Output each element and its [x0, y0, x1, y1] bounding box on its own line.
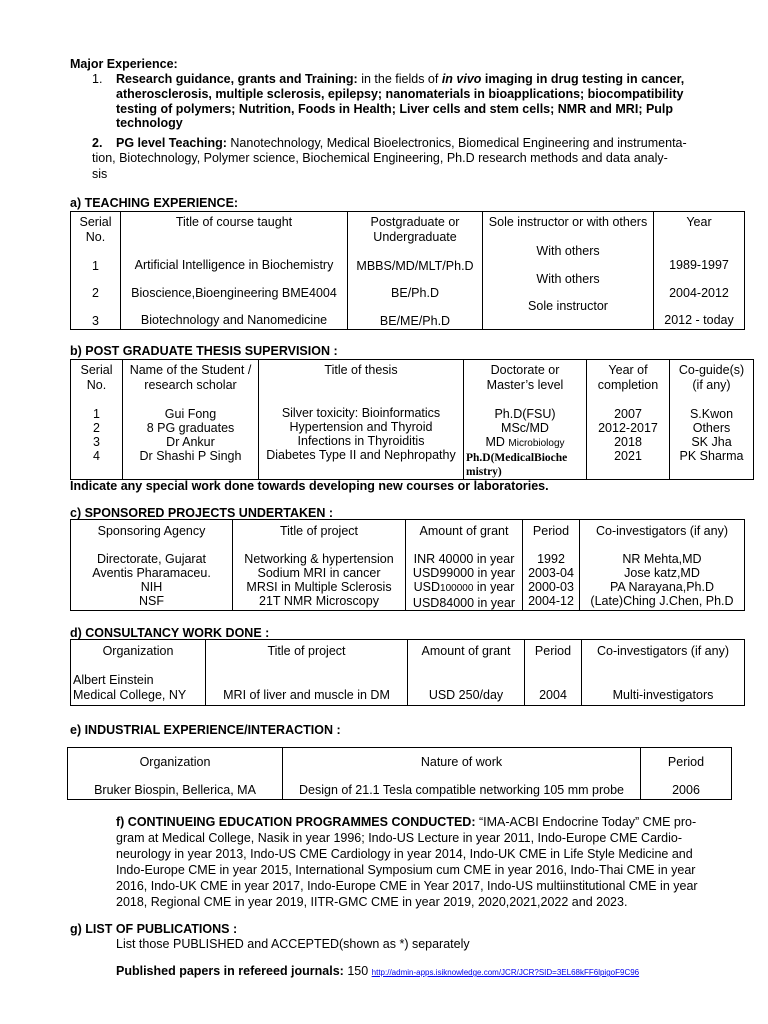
amount-value: 100000 — [440, 582, 474, 594]
item-number: 1. — [92, 72, 103, 86]
consultancy-heading: d) CONSULTANCY WORK DONE : — [70, 626, 270, 640]
table-cell: MBBS/MD/MLT/Ph.D — [356, 258, 474, 273]
industrial-col-work — [283, 748, 641, 800]
consultancy-col-org — [71, 640, 206, 706]
table-cell: 1989-1997 — [669, 257, 729, 272]
teaching-heading: a) TEACHING EXPERIENCE: — [70, 196, 239, 210]
teaching-table — [70, 211, 745, 330]
item-text: imaging in drug testing in cancer, — [481, 72, 685, 86]
consultancy-col-period — [525, 640, 582, 706]
item-text: ; NMR and MRI — [550, 101, 639, 116]
table-cell: 1 2 3 4 — [93, 406, 100, 463]
table-cell: S.Kwon Others SK Jha PK Sharma — [679, 406, 744, 463]
consultancy-table — [70, 639, 745, 706]
table-cell: Networking & hypertension Sodium MRI in cancer MRSI in Multiple Sclerosis 21T NMR Microscopy — [244, 551, 394, 608]
sponsored-col-coinv — [580, 520, 745, 611]
industrial-heading: e) INDUSTRIAL EXPERIENCE/INTERACTION : — [70, 723, 341, 737]
column-header: Title of project — [279, 524, 359, 538]
jcr-link[interactable]: http://admin-apps.isiknowledge.com/JCR/JCR?SID=3EL68kFF6lpigoF9C96 — [371, 968, 640, 977]
table-cell: Gui Fong 8 PG graduates Dr Ankur Dr Shashi P Singh — [139, 406, 242, 463]
industrial-col-org — [68, 748, 283, 800]
column-header: Co-guide(s) (if any) — [678, 363, 745, 392]
item-number: 2. — [92, 136, 103, 150]
column-header: Postgraduate or Undergraduate — [370, 215, 460, 244]
level-micro: Microbiology — [508, 437, 565, 449]
table-cell: Silver toxicity: Bioinformatics Hypertension and Thyroid Infections in Thyroiditis Diabetes Type II and Nephropathy — [266, 405, 456, 462]
sponsored-table — [70, 519, 745, 611]
amount-text: INR 40000 in year — [413, 551, 515, 566]
column-header: Amount of grant — [419, 524, 509, 538]
table-cell: Multi-investigators — [612, 687, 714, 702]
publications-heading: g) LIST OF PUBLICATIONS : — [70, 922, 238, 936]
item-text: in the fields of — [357, 72, 442, 86]
column-header: Year of completion — [597, 363, 659, 392]
item-text: ; Liver cells and stem cells — [391, 101, 551, 116]
item-text: technology — [116, 116, 183, 131]
cme-text: gram at Medical College, Nasik in year 1996; Indo-US Lecture in year 2011, Indo-Europe CME Cardio- neurology in year 2013, Indo-US CME Cardiology in year 2014, Indo-UK CME in Life Style Medicine and Indo-Europe CME in year 2015, International Symposium cum CME in year 2016, Indo-Thai CME in year 2016, Indo-UK CME in year 2017, Indo-Europe CME in Year 2017, Indo-US multiinstitutional CME in year 2018, Regional CME in year 2019, IITR-GMC CME in year 2019, 2020,2021,2022 and 2023. — [116, 831, 698, 909]
level-md: MD — [485, 434, 509, 449]
major-experience-title: Major Experience: — [70, 57, 178, 71]
table-cell: 3 — [92, 314, 99, 328]
table-cell: Directorate, Gujarat Aventis Pharamaceu. NIH NSF — [92, 551, 211, 608]
teaching-col-instructor — [483, 212, 654, 330]
amount-currency: USD — [413, 579, 441, 594]
teaching-col-serial — [71, 212, 121, 330]
consultancy-col-title — [206, 640, 408, 706]
column-header: Organization — [139, 755, 211, 769]
amount-text: USD84000 in year — [412, 595, 516, 610]
item-text: ; Pulp — [638, 101, 674, 116]
thesis-heading: b) POST GRADUATE THESIS SUPERVISION : — [70, 344, 338, 358]
item-text: ; nanomaterials in bioapplications; biocompatibility — [377, 86, 684, 101]
sponsored-col-amount — [406, 520, 523, 611]
table-cell: Bioscience,Bioengineering BME4004 — [131, 285, 337, 300]
level-text: MSc/MD — [501, 420, 549, 435]
table-cell: 2004-2012 — [669, 285, 729, 300]
column-header: Title of thesis — [324, 363, 398, 377]
table-cell — [466, 407, 584, 479]
table-cell: 2 — [92, 286, 99, 301]
table-cell: With others — [536, 271, 600, 286]
teaching-col-year — [654, 212, 745, 330]
item-text: Nanotechnology, Medical Bioelectronics, Biomedical Engineering and instrumenta- — [226, 136, 687, 150]
amount-suffix: in year — [473, 579, 515, 594]
sponsored-heading: c) SPONSORED PROJECTS UNDERTAKEN : — [70, 506, 333, 520]
thesis-col-coguide — [670, 360, 754, 480]
item-text: testing of polymers; Nutrition, Foods in Health — [116, 101, 392, 116]
table-cell: Sole instructor — [528, 299, 608, 314]
refereed-line — [116, 964, 639, 979]
column-header: Amount of grant — [421, 644, 511, 658]
column-header: Doctorate or Master’s level — [486, 363, 564, 392]
amount-text — [408, 580, 520, 596]
cme-heading: f) CONTINUEING EDUCATION PROGRAMMES CONDUCTED: — [116, 815, 476, 829]
column-header: Year — [686, 215, 712, 229]
table-cell: BE/ME/Ph.D — [379, 314, 451, 328]
column-header: Organization — [102, 644, 174, 658]
table-cell: NR Mehta,MD Jose katz,MD PA Narayana,Ph.D (Late)Ching J.Chen, Ph.D — [590, 551, 734, 608]
table-cell: Bruker Biospin, Bellerica, MA — [94, 782, 256, 797]
consultancy-col-coinv — [582, 640, 745, 706]
column-header: Serial No. — [80, 363, 113, 392]
item-text: sis — [92, 166, 108, 181]
publications-subtext: List those PUBLISHED and ACCEPTED(shown as *) separately — [116, 937, 470, 951]
cme-text: “IMA-ACBI Endocrine Today” CME pro- — [475, 815, 697, 829]
column-header: Co-investigators (if any) — [597, 644, 729, 658]
major-item-2 — [92, 136, 732, 181]
thesis-col-student — [123, 360, 259, 480]
table-cell: 2006 — [672, 782, 700, 797]
column-header: Title of course taught — [175, 215, 293, 229]
thesis-col-level — [464, 360, 587, 480]
column-header: Period — [534, 644, 572, 658]
level-text: Ph.D(FSU) — [494, 406, 556, 421]
teaching-col-title — [121, 212, 348, 330]
major-item-1 — [92, 72, 732, 131]
table-cell: 2012 - today — [664, 313, 734, 328]
industrial-col-period — [641, 748, 732, 800]
table-cell: Design of 21.1 Tesla compatible networking 105 mm probe — [299, 782, 624, 797]
column-header: Title of project — [267, 644, 346, 658]
thesis-col-year — [587, 360, 670, 480]
table-cell: Artificial Intelligence in Biochemistry — [134, 257, 334, 272]
table-cell: Albert Einstein Medical College, NY — [73, 672, 187, 702]
item-text: tion, Biotechnology, Polymer science, Biochemical Engineering, Ph.D research methods and data analy- — [92, 151, 668, 166]
column-header: Co-investigators (if any) — [596, 524, 728, 538]
column-header: Sponsoring Agency — [97, 524, 206, 538]
table-cell: 1992 2003-04 2000-03 2004-12 — [528, 551, 574, 608]
column-header: Serial No. — [79, 215, 112, 244]
thesis-note: Indicate any special work done towards developing new courses or laboratories. — [70, 479, 549, 493]
table-cell: 1 — [92, 258, 99, 273]
thesis-table — [70, 359, 754, 480]
refereed-label: Published papers in refereed journals: — [116, 964, 344, 978]
thesis-col-serial — [71, 360, 123, 480]
column-header: Period — [667, 755, 705, 769]
table-cell: MRI of liver and muscle in DM — [223, 687, 390, 702]
column-header: Nature of work — [420, 755, 503, 769]
table-cell: USD 250/day — [428, 687, 504, 702]
column-header: Period — [532, 524, 570, 538]
table-cell: BE/Ph.D — [391, 286, 439, 301]
table-cell: Biotechnology and Nanomedicine — [140, 313, 328, 328]
amount-text: USD99000 in year — [412, 565, 516, 580]
table-cell: With others — [536, 243, 600, 258]
sponsored-col-period — [523, 520, 580, 611]
table-cell — [408, 552, 520, 610]
item-lead: Research guidance, grants and Training: — [116, 72, 358, 86]
table-cell: 2007 2012-2017 2018 2021 — [598, 406, 658, 463]
sponsored-col-agency — [71, 520, 233, 611]
level-text — [466, 435, 584, 451]
thesis-col-title — [259, 360, 464, 480]
cme-section — [116, 814, 736, 910]
industrial-table — [67, 747, 732, 800]
item-italic: in vivo — [441, 72, 482, 86]
column-header: Name of the Student / research scholar — [129, 363, 252, 392]
item-lead: PG level Teaching: — [116, 136, 227, 150]
table-cell: 2004 — [539, 687, 567, 702]
teaching-col-level — [348, 212, 483, 330]
sponsored-col-title — [233, 520, 406, 611]
consultancy-col-amount — [408, 640, 525, 706]
refereed-count: 150 — [343, 964, 372, 978]
level-text: Ph.D(MedicalBioche mistry) — [466, 451, 568, 478]
item-text: atherosclerosis, multiple sclerosis, epilepsy — [116, 86, 378, 101]
column-header: Sole instructor or with others — [488, 215, 648, 229]
